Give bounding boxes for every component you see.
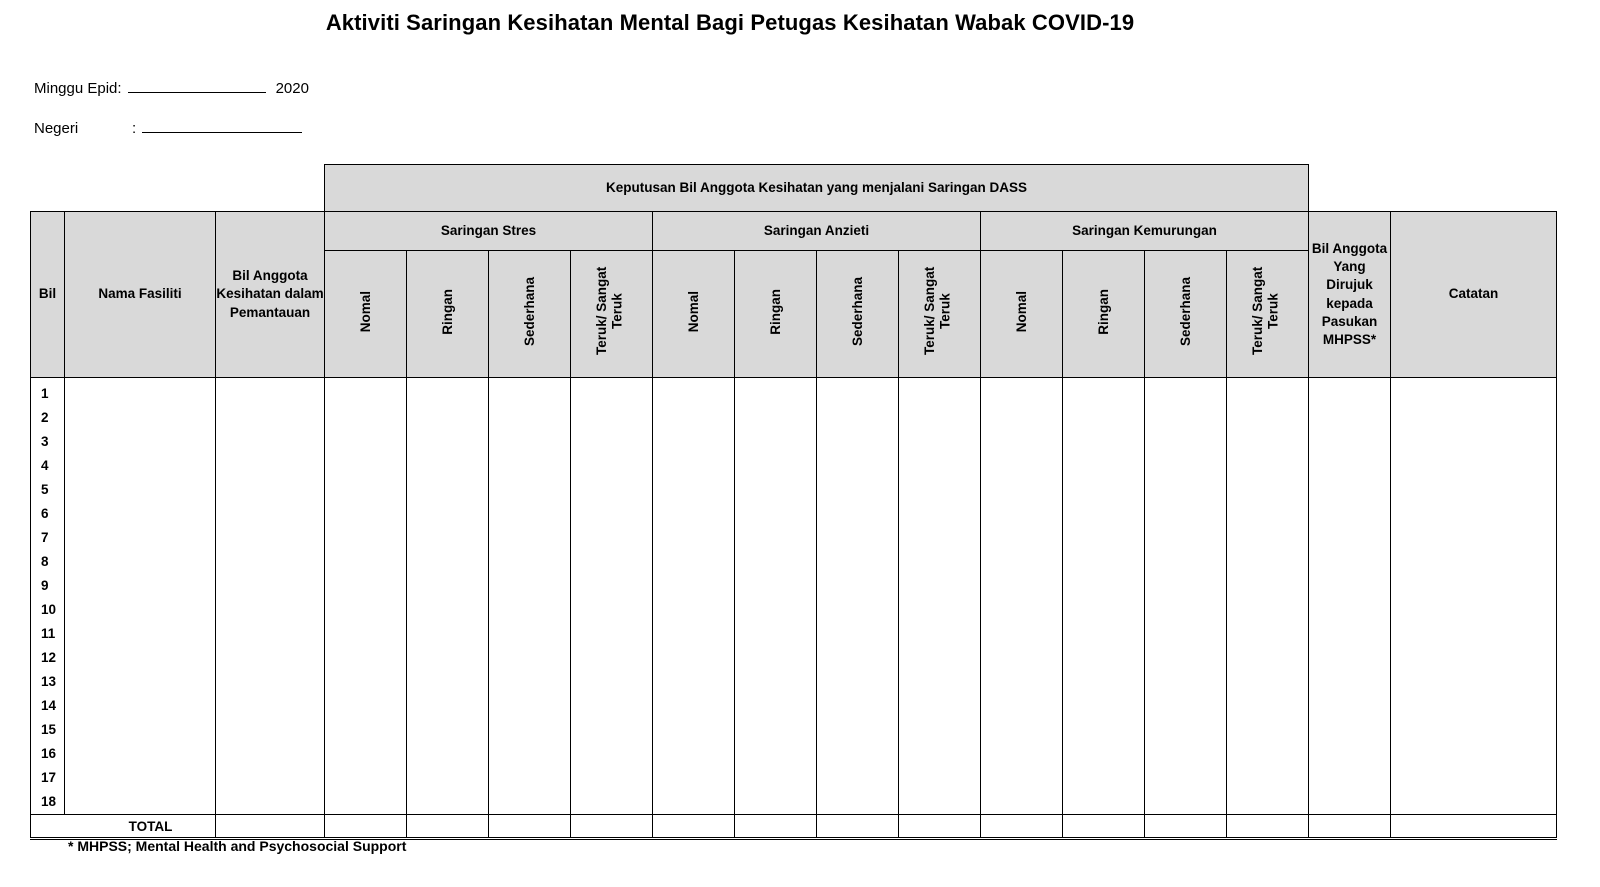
- sub-header-anzieti-sederhana: Sederhana: [817, 251, 899, 378]
- row-number-column: [31, 378, 65, 815]
- minggu-epid-year: 2020: [275, 80, 309, 97]
- group-header-kemurungan: Saringan Kemurungan: [981, 212, 1309, 251]
- row-number: 6: [41, 506, 49, 521]
- total-kemurungan-sederhana[interactable]: [1145, 815, 1227, 839]
- screening-table: [30, 164, 1557, 840]
- row-number: 11: [41, 626, 56, 641]
- row-number: 14: [41, 698, 57, 713]
- cell-anzieti-sederhana[interactable]: [817, 378, 899, 815]
- cell-bil-anggota[interactable]: [216, 378, 325, 815]
- total-catatan[interactable]: [1391, 815, 1557, 839]
- total-anzieti-teruk[interactable]: [899, 815, 981, 839]
- row-number: 9: [41, 578, 49, 593]
- row-number: 17: [41, 770, 57, 785]
- sub-header-stres-nomal: Nomal: [325, 251, 407, 378]
- cell-kemurungan-ringan[interactable]: [1063, 378, 1145, 815]
- total-stres-teruk[interactable]: [571, 815, 653, 839]
- col-header-bil-anggota: Bil Anggota Kesihatan dalam Pemantauan: [216, 212, 325, 378]
- row-number: 12: [41, 650, 57, 665]
- cell-stres-teruk[interactable]: [571, 378, 653, 815]
- sub-header-kemurungan-teruk: Teruk/ Sangat Teruk: [1227, 251, 1309, 378]
- minggu-epid-blank[interactable]: [128, 78, 266, 93]
- total-kemurungan-ringan[interactable]: [1063, 815, 1145, 839]
- row-number: 2: [41, 410, 49, 425]
- total-anzieti-nomal[interactable]: [653, 815, 735, 839]
- negeri-blank[interactable]: [142, 118, 302, 133]
- total-kemurungan-nomal[interactable]: [981, 815, 1063, 839]
- row-number: 3: [41, 434, 49, 449]
- total-kemurungan-teruk[interactable]: [1227, 815, 1309, 839]
- total-stres-sederhana[interactable]: [489, 815, 571, 839]
- row-number: 1: [41, 386, 49, 401]
- page-title: Aktiviti Saringan Kesihatan Mental Bagi Petugas Kesihatan Wabak COVID-19: [325, 10, 1135, 35]
- row-number: 8: [41, 554, 49, 569]
- row-number: 16: [41, 746, 57, 761]
- negeri-row: [34, 118, 302, 137]
- sub-header-anzieti-nomal: Nomal: [653, 251, 735, 378]
- row-number: 10: [41, 602, 57, 617]
- group-header-stres: Saringan Stres: [325, 212, 653, 251]
- sub-header-kemurungan-sederhana: Sederhana: [1145, 251, 1227, 378]
- total-bil-anggota[interactable]: [216, 815, 325, 839]
- cell-stres-sederhana[interactable]: [489, 378, 571, 815]
- cell-stres-ringan[interactable]: [407, 378, 489, 815]
- sub-header-anzieti-ringan: Ringan: [735, 251, 817, 378]
- cell-nama-fasiliti[interactable]: [65, 378, 216, 815]
- group-header-anzieti: Saringan Anzieti: [653, 212, 981, 251]
- total-label: TOTAL: [31, 815, 216, 839]
- cell-dirujuk-mhpss[interactable]: [1309, 378, 1391, 815]
- total-anzieti-ringan[interactable]: [735, 815, 817, 839]
- minggu-epid-row: [34, 78, 309, 97]
- cell-kemurungan-sederhana[interactable]: [1145, 378, 1227, 815]
- cell-anzieti-nomal[interactable]: [653, 378, 735, 815]
- sub-header-stres-ringan: Ringan: [407, 251, 489, 378]
- sub-header-kemurungan-nomal: Nomal: [981, 251, 1063, 378]
- minggu-epid-label: Minggu Epid:: [34, 80, 122, 97]
- row-number: 18: [41, 794, 57, 809]
- col-header-nama-fasiliti: Nama Fasiliti: [65, 212, 216, 378]
- total-dirujuk-mhpss[interactable]: [1309, 815, 1391, 839]
- sub-header-stres-sederhana: Sederhana: [489, 251, 571, 378]
- col-header-bil: Bil: [31, 212, 65, 378]
- total-anzieti-sederhana[interactable]: [817, 815, 899, 839]
- negeri-colon: :: [132, 120, 137, 137]
- total-stres-ringan[interactable]: [407, 815, 489, 839]
- dass-super-header: Keputusan Bil Anggota Kesihatan yang menjalani Saringan DASS: [325, 165, 1309, 212]
- total-stres-nomal[interactable]: [325, 815, 407, 839]
- negeri-label: Negeri: [34, 120, 79, 137]
- cell-anzieti-teruk[interactable]: [899, 378, 981, 815]
- col-header-catatan: Catatan: [1391, 212, 1557, 378]
- row-number: 4: [41, 458, 49, 473]
- footnote: * MHPSS; Mental Health and Psychosocial Support: [68, 838, 407, 854]
- sub-header-anzieti-teruk: Teruk/ Sangat Teruk: [899, 251, 981, 378]
- row-number: 13: [41, 674, 57, 689]
- cell-kemurungan-teruk[interactable]: [1227, 378, 1309, 815]
- col-header-dirujuk-mhpss: Bil Anggota Yang Dirujuk kepada Pasukan MHPSS*: [1309, 212, 1391, 378]
- cell-anzieti-ringan[interactable]: [735, 378, 817, 815]
- cell-stres-nomal[interactable]: [325, 378, 407, 815]
- cell-catatan[interactable]: [1391, 378, 1557, 815]
- sub-header-stres-teruk: Teruk/ Sangat Teruk: [571, 251, 653, 378]
- row-number: 5: [41, 482, 49, 497]
- cell-kemurungan-nomal[interactable]: [981, 378, 1063, 815]
- row-number: 7: [41, 530, 49, 545]
- sub-header-kemurungan-ringan: Ringan: [1063, 251, 1145, 378]
- row-number: 15: [41, 722, 57, 737]
